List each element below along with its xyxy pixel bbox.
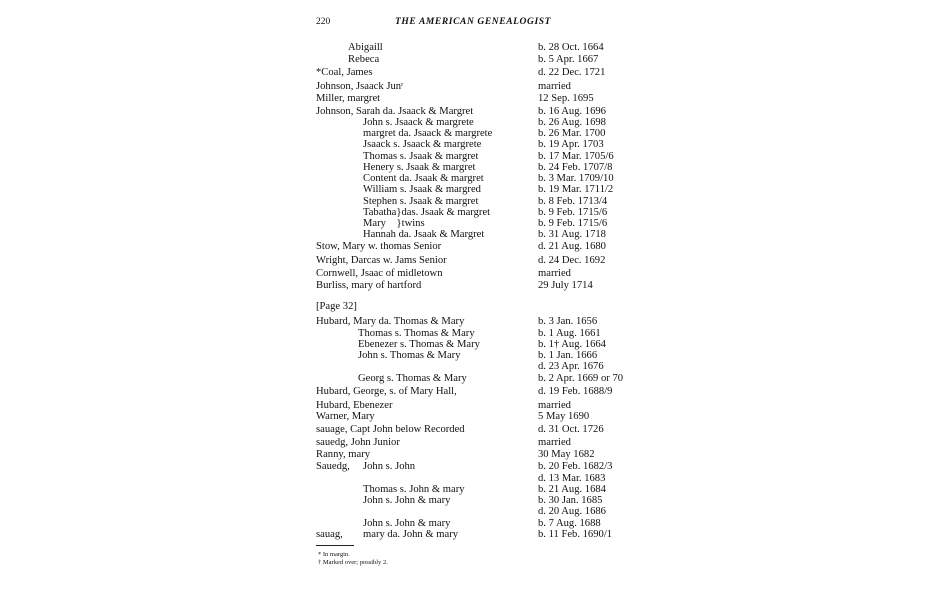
record-date: b. 17 Mar. 1705/6 bbox=[538, 151, 614, 162]
record-date: married bbox=[538, 400, 571, 411]
record-label: sauedg, John Junior bbox=[316, 437, 400, 448]
record-date: d. 19 Feb. 1688/9 bbox=[538, 386, 613, 397]
record-name: Hannah da. Jsaak & Margret bbox=[363, 229, 485, 240]
record-label: Cornwell, Jsaac of midletown bbox=[316, 268, 443, 279]
record-row bbox=[0, 506, 938, 518]
record-row bbox=[0, 280, 938, 292]
record-date: 5 May 1690 bbox=[538, 411, 590, 422]
record-name: Content da. Jsaak & margret bbox=[363, 173, 484, 184]
record-row bbox=[0, 437, 938, 449]
record-date: b. 26 Mar. 1700 bbox=[538, 128, 606, 139]
record-name: Georg s. Thomas & Mary bbox=[358, 373, 467, 384]
footnote: * In margin. bbox=[318, 551, 350, 558]
record-date: b. 19 Apr. 1703 bbox=[538, 139, 604, 150]
record-row bbox=[0, 67, 938, 79]
record-name: Thomas s. Thomas & Mary bbox=[358, 328, 475, 339]
record-label: Miller, margret bbox=[316, 93, 381, 104]
page-number: 220 bbox=[316, 17, 331, 27]
record-row bbox=[0, 241, 938, 253]
record-name: Mary }twins bbox=[363, 218, 425, 229]
record-date: b. 30 Jan. 1685 bbox=[538, 495, 603, 506]
record-row bbox=[0, 81, 938, 93]
journal-title: THE AMERICAN GENEALOGIST bbox=[395, 17, 552, 27]
record-label: Stow, Mary w. thomas Senior bbox=[316, 241, 442, 252]
record-name: John s. John bbox=[363, 461, 416, 472]
record-date: b. 5 Apr. 1667 bbox=[538, 54, 599, 65]
record-row bbox=[0, 529, 938, 541]
record-name: Thomas s. Jsaak & margret bbox=[363, 151, 479, 162]
record-date: 29 July 1714 bbox=[538, 280, 593, 291]
record-date: b. 1 Jan. 1666 bbox=[538, 350, 598, 361]
record-row bbox=[0, 268, 938, 280]
record-row bbox=[0, 424, 938, 436]
record-label: sauage, Capt John below Recorded bbox=[316, 424, 465, 435]
record-date: b. 28 Oct. 1664 bbox=[538, 42, 604, 53]
record-date: b. 19 Mar. 1711/2 bbox=[538, 184, 614, 195]
record-name: John s. John & mary bbox=[363, 518, 451, 529]
record-date: d. 24 Dec. 1692 bbox=[538, 255, 606, 266]
record-date: b. 20 Feb. 1682/3 bbox=[538, 461, 613, 472]
record-row bbox=[0, 316, 938, 328]
record-date: d. 31 Oct. 1726 bbox=[538, 424, 604, 435]
record-label: Hubard, Ebenezer bbox=[316, 400, 393, 411]
record-row bbox=[0, 139, 938, 151]
record-date: b. 9 Feb. 1715/6 bbox=[538, 207, 608, 218]
record-label: sauag, bbox=[316, 529, 343, 540]
record-name: John s. Jsaack & margrete bbox=[363, 117, 474, 128]
record-date: b. 31 Aug. 1718 bbox=[538, 229, 606, 240]
record-date: b. 1† Aug. 1664 bbox=[538, 339, 606, 350]
record-date: b. 2 Apr. 1669 or 70 bbox=[538, 373, 624, 384]
record-row bbox=[0, 42, 938, 54]
record-date: b. 7 Aug. 1688 bbox=[538, 518, 601, 529]
record-row bbox=[0, 301, 938, 313]
record-name: Stephen s. Jsaak & margret bbox=[363, 196, 479, 207]
record-label: Hubard, Mary da. Thomas & Mary bbox=[316, 316, 465, 327]
record-date: b. 9 Feb. 1715/6 bbox=[538, 218, 608, 229]
record-date: married bbox=[538, 437, 571, 448]
record-name: Thomas s. John & mary bbox=[363, 484, 465, 495]
record-date: b. 1 Aug. 1661 bbox=[538, 328, 601, 339]
record-row bbox=[0, 229, 938, 241]
record-date: married bbox=[538, 81, 571, 92]
footnotes bbox=[318, 551, 388, 567]
record-name: Abigaill bbox=[348, 42, 383, 53]
record-date: d. 21 Aug. 1680 bbox=[538, 241, 606, 252]
record-row bbox=[0, 449, 938, 461]
record-date: d. 20 Aug. 1686 bbox=[538, 506, 606, 517]
record-name: John s. Thomas & Mary bbox=[358, 350, 461, 361]
record-name: mary da. John & mary bbox=[363, 529, 459, 540]
record-label: Johnson, Sarah da. Jsaack & Margret bbox=[316, 106, 474, 117]
record-label: Warner, Mary bbox=[316, 411, 375, 422]
record-date: 30 May 1682 bbox=[538, 449, 595, 460]
record-row bbox=[0, 373, 938, 385]
record-row bbox=[0, 93, 938, 105]
record-date: b. 8 Feb. 1713/4 bbox=[538, 196, 608, 207]
record-row bbox=[0, 54, 938, 66]
record-name: Ebenezer s. Thomas & Mary bbox=[358, 339, 480, 350]
record-row bbox=[0, 255, 938, 267]
record-row bbox=[0, 184, 938, 196]
record-name: John s. John & mary bbox=[363, 495, 451, 506]
record-date: b. 24 Feb. 1707/8 bbox=[538, 162, 613, 173]
footnote-rule bbox=[316, 545, 354, 546]
record-date: d. 23 Apr. 1676 bbox=[538, 361, 604, 372]
record-date: 12 Sep. 1695 bbox=[538, 93, 594, 104]
record-row bbox=[0, 411, 938, 423]
record-date: b. 11 Feb. 1690/1 bbox=[538, 529, 613, 540]
record-date: married bbox=[538, 268, 571, 279]
record-label: Johnson, Jsaack Junʳ bbox=[316, 81, 404, 92]
record-label: *Coal, James bbox=[316, 67, 373, 78]
record-label: Wright, Darcas w. Jams Senior bbox=[316, 255, 447, 266]
record-date: b. 16 Aug. 1696 bbox=[538, 106, 606, 117]
record-label: [Page 32] bbox=[316, 301, 357, 312]
footnote: † Marked over; possibly 2. bbox=[318, 559, 388, 566]
record-label: Sauedg, bbox=[316, 461, 350, 472]
record-date: b. 26 Aug. 1698 bbox=[538, 117, 606, 128]
record-row bbox=[0, 386, 938, 398]
record-date: d. 22 Dec. 1721 bbox=[538, 67, 606, 78]
record-name: William s. Jsaak & margred bbox=[363, 184, 481, 195]
record-date: b. 21 Aug. 1684 bbox=[538, 484, 606, 495]
record-date: d. 13 Mar. 1683 bbox=[538, 473, 606, 484]
record-name: Rebeca bbox=[348, 54, 380, 65]
record-name: Jsaack s. Jsaack & margrete bbox=[363, 139, 482, 150]
record-label: Burliss, mary of hartford bbox=[316, 280, 422, 291]
record-name: Tabatha}das. Jsaak & margret bbox=[363, 207, 491, 218]
record-label: Ranny, mary bbox=[316, 449, 371, 460]
record-row bbox=[0, 461, 938, 473]
record-date: b. 3 Mar. 1709/10 bbox=[538, 173, 614, 184]
record-name: margret da. Jsaack & margrete bbox=[363, 128, 493, 139]
record-name: Henery s. Jsaak & margret bbox=[363, 162, 476, 173]
record-label: Hubard, George, s. of Mary Hall, bbox=[316, 386, 457, 397]
record-date: b. 3 Jan. 1656 bbox=[538, 316, 598, 327]
record-row bbox=[0, 361, 938, 373]
